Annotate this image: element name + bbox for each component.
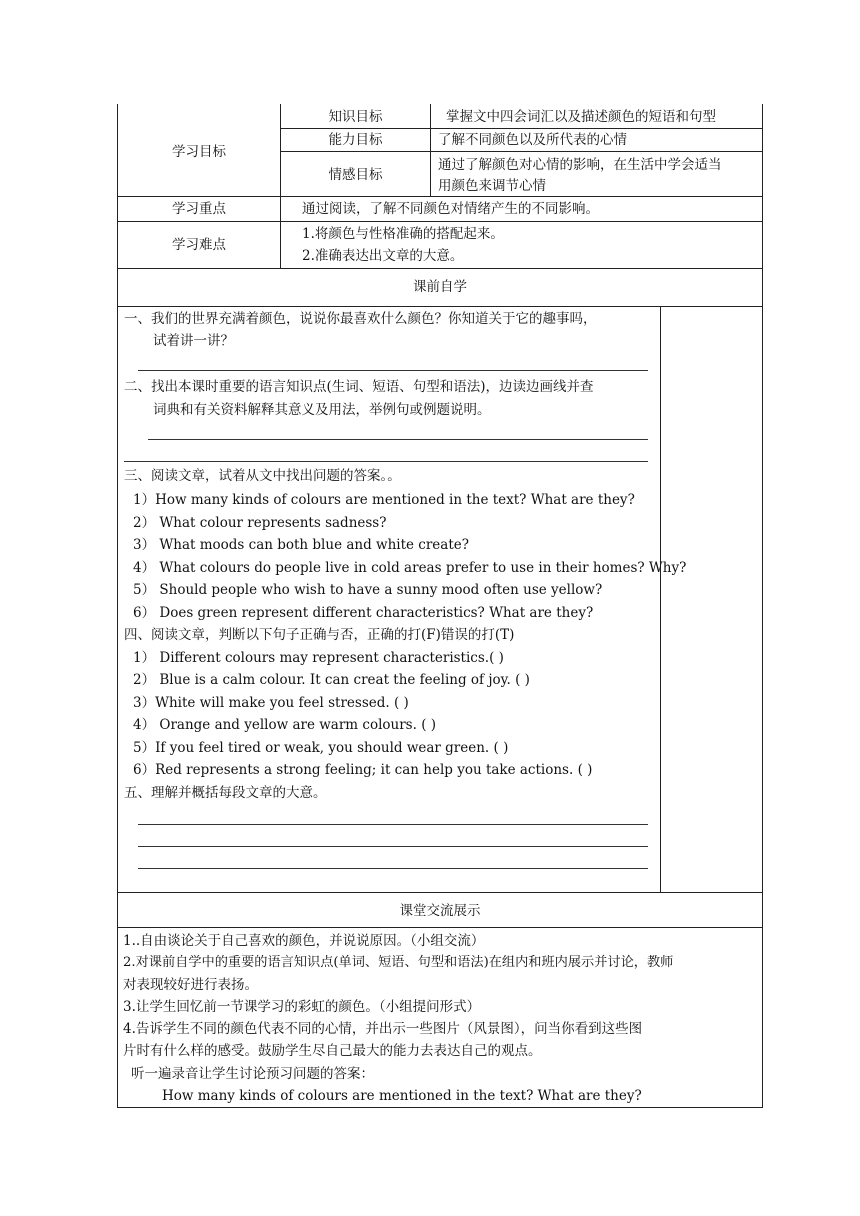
answer-line bbox=[138, 824, 648, 825]
q4-item: 1） Different colours may represent characteristics.( ) bbox=[133, 650, 504, 666]
classroom-title: 课堂交流展示 bbox=[399, 903, 481, 919]
table-bottom-border bbox=[117, 1107, 763, 1108]
q4-item: 4） Orange and yellow are warm colours. ( ) bbox=[133, 717, 437, 733]
objective-row-line-1 bbox=[280, 128, 762, 129]
objective-content-emotion-line1: 通过了解颜色对心情的影响，在生活中学会适当 bbox=[438, 157, 722, 173]
q3-item: 4） What colours do people live in cold areas prefer to use in their homes? Why? bbox=[133, 560, 687, 576]
objective-content-knowledge: 掌握文中四会词汇以及描述颜色的短语和句型 bbox=[446, 109, 716, 125]
preclass-q1-line2: 试着讲一讲？ bbox=[153, 333, 234, 349]
objective-content-ability: 了解不同颜色以及所代表的心情 bbox=[438, 132, 627, 148]
q4-item: 6）Red represents a strong feeling; it can help you take actions. ( ) bbox=[133, 762, 593, 778]
preclass-q2-line2: 词典和有关资料解释其意义及用法，举例句或例题说明。 bbox=[153, 402, 491, 418]
focus-label: 学习重点 bbox=[172, 201, 226, 217]
preclass-q1-line1: 一、我们的世界充满着颜色，说说你最喜欢什么颜色？你知道关于它的趣事吗， bbox=[124, 311, 597, 327]
objective-type-emotion: 情感目标 bbox=[328, 167, 383, 183]
q3-item: 2） What colour represents sadness? bbox=[133, 515, 387, 531]
classroom-item-3: 3.让学生回忆前一节课学习的彩虹的颜色。（小组提问形式） bbox=[123, 999, 481, 1015]
objectives-bottom-line bbox=[117, 196, 763, 197]
difficulty-label: 学习难点 bbox=[172, 237, 226, 253]
preclass-header-bottom-line bbox=[117, 306, 763, 307]
q3-item: 6） Does green represent different characteristics? What are they? bbox=[133, 605, 594, 621]
preclass-column-divider bbox=[660, 306, 661, 892]
difficulty-line1: 1.将颜色与性格准确的搭配起来。 bbox=[302, 226, 504, 242]
objective-content-emotion-line2: 用颜色来调节心情 bbox=[438, 178, 546, 194]
objective-type-knowledge: 知识目标 bbox=[328, 109, 383, 125]
answer-line bbox=[148, 439, 648, 440]
answer-line bbox=[138, 370, 648, 371]
focus-content: 通过阅读，了解不同颜色对情绪产生的不同影响。 bbox=[302, 201, 599, 217]
q4-item: 5）If you feel tired or weak, you should wear green. ( ) bbox=[133, 740, 509, 756]
objective-type-ability: 能力目标 bbox=[328, 132, 383, 148]
difficulty-line2: 2.准确表达出文章的大意。 bbox=[302, 248, 464, 264]
q3-item: 5） Should people who wish to have a sunny mood often use yellow? bbox=[133, 582, 603, 598]
classroom-item-6: How many kinds of colours are mentioned in the text? What are they? bbox=[162, 1088, 642, 1104]
classroom-item-4-line1: 4.告诉学生不同的颜色代表不同的心情，并出示一些图片（风景图），问当你看到这些图 bbox=[123, 1021, 643, 1037]
preclass-q4-heading: 四、阅读文章，判断以下句子正确与否，正确的打(F)错误的打(T) bbox=[124, 627, 515, 643]
classroom-item-2-line2: 对表现较好进行表扬。 bbox=[123, 977, 258, 993]
classroom-item-1: 1..自由谈论关于自己喜欢的颜色，并说说原因。（小组交流） bbox=[123, 933, 485, 949]
answer-line bbox=[138, 846, 648, 847]
table-right-border bbox=[762, 104, 763, 1108]
difficulty-bottom-line bbox=[117, 268, 763, 269]
classroom-item-5: 听一遍录音让学生讨论预习问题的答案： bbox=[131, 1066, 374, 1082]
type-column-divider bbox=[430, 104, 431, 196]
answer-line bbox=[124, 461, 648, 462]
answer-line bbox=[138, 868, 648, 869]
classroom-header-bottom-line bbox=[117, 927, 763, 928]
q4-item: 2） Blue is a calm colour. It can creat the feeling of joy. ( ) bbox=[133, 672, 530, 688]
objective-row-line-2 bbox=[280, 151, 762, 152]
classroom-item-2-line1: 2.对课前自学中的重要的语言知识点(单词、短语、句型和语法)在组内和班内展示并讨论，教师 bbox=[123, 955, 674, 970]
classroom-item-4-line2: 片时有什么样的感受。鼓励学生尽自己最大的能力去表达自己的观点。 bbox=[123, 1043, 542, 1059]
q3-item: 3） What moods can both blue and white create? bbox=[133, 537, 469, 553]
preclass-bottom-line bbox=[117, 892, 763, 893]
preclass-q2-line1: 二、找出本课时重要的语言知识点(生词、短语、句型和语法)，边读边画线并查 bbox=[124, 379, 594, 395]
preclass-title: 课前自学 bbox=[413, 279, 467, 295]
q4-item: 3）White will make you feel stressed. ( ) bbox=[133, 695, 409, 711]
preclass-q3-heading: 三、阅读文章，试着从文中找出问题的答案。。 bbox=[124, 468, 401, 484]
preclass-q5-heading: 五、理解并概括每段文章的大意。 bbox=[124, 785, 327, 801]
focus-bottom-line bbox=[117, 221, 763, 222]
q3-item: 1）How many kinds of colours are mentioned in the text? What are they? bbox=[133, 492, 635, 508]
objectives-label: 学习目标 bbox=[172, 144, 226, 160]
table-left-border bbox=[117, 104, 118, 1108]
